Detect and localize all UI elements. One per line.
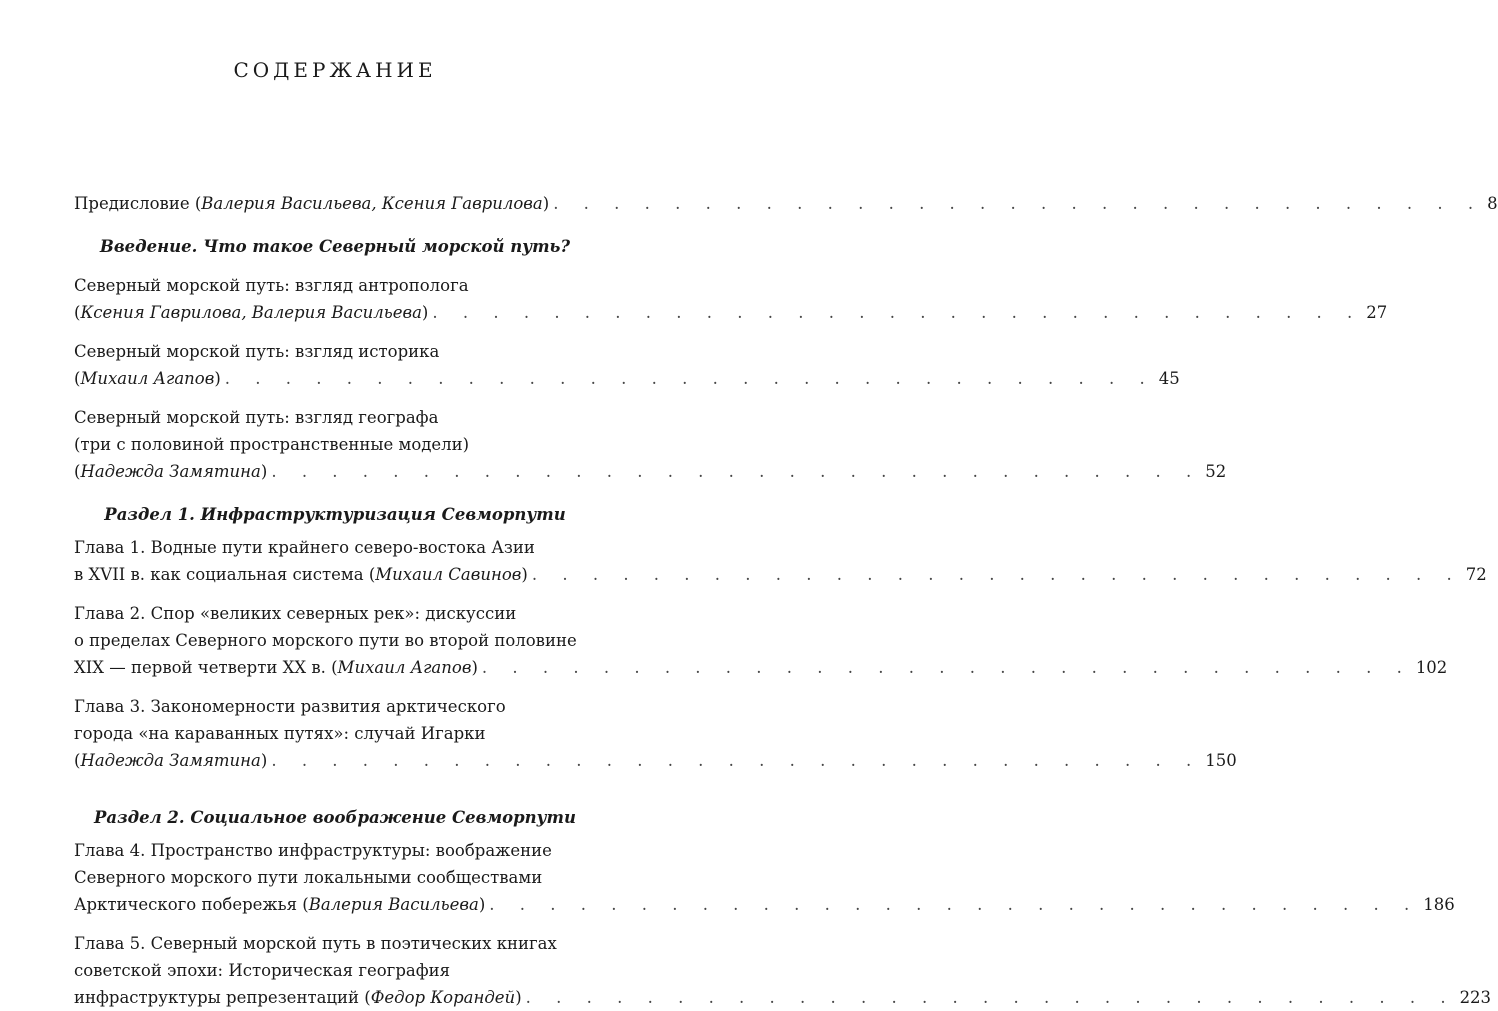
page-number: 102 bbox=[1415, 658, 1448, 677]
entry-title: Северный морской путь: взгляд географа bbox=[74, 408, 439, 427]
entry-title-continued: Северного морского пути локальными сообществами bbox=[74, 868, 543, 887]
page-number: 72 bbox=[1465, 565, 1487, 584]
entry-title-continued: советской эпохи: Историческая география bbox=[74, 961, 451, 980]
entry-title: Глава 1. Водные пути крайнего северо-востока Азии bbox=[74, 538, 535, 557]
entry-authors: Ксения Гаврилова, Валерия Васильева bbox=[80, 303, 422, 322]
page-number: 150 bbox=[1205, 751, 1237, 770]
entry-title: Предисловие ( bbox=[74, 194, 202, 213]
page-title: СОДЕРЖАНИЕ bbox=[233, 58, 437, 82]
entry-title-continued: (три с половиной пространственные модели) bbox=[74, 435, 470, 454]
toc-entry[interactable]: Глава 4. Пространство инфраструктуры: воображение Северного морского пути локальными сообществами Арктического побережья (Валерия Васильева) . . . . . . . . . . . . . . . . . . . . . . . . . . . . . . . 186 bbox=[74, 837, 596, 918]
page-number: 223 bbox=[1459, 988, 1492, 1007]
entry-authors: Надежда Замятина bbox=[80, 462, 261, 481]
entry-title: Глава 5. Северный морской путь в поэтических книгах bbox=[74, 934, 557, 953]
entry-authors: Валерия Васильева bbox=[308, 895, 479, 914]
toc-entry[interactable]: Северный морской путь: взгляд антрополога (Ксения Гаврилова, Валерия Васильева) . . . . . . . . . . . . . . . . . . . . . . . . . . . . . . . 27 bbox=[74, 272, 596, 326]
entry-title-continued: города «на караванных путях»: случай Игарки bbox=[74, 724, 486, 743]
toc-entry[interactable]: Глава 3. Закономерности развития арктического города «на караванных путях»: случай Игарки (Надежда Замятина) . . . . . . . . . . . . . . . . . . . . . . . . . . . . . . . 150 bbox=[74, 693, 596, 774]
dot-leader: . . . . . . . . . . . . . . . . . . . . . . . . . . . . . . . bbox=[271, 462, 1202, 481]
section-heading-intro: Введение. Что такое Северный морской путь? bbox=[99, 237, 571, 256]
page-number: 27 bbox=[1366, 303, 1388, 322]
entry-title: Северный морской путь: взгляд антрополога bbox=[74, 276, 469, 295]
entry-title: Глава 4. Пространство инфраструктуры: воображение bbox=[74, 841, 552, 860]
entry-authors: Надежда Замятина bbox=[80, 751, 261, 770]
page-number: 186 bbox=[1423, 895, 1455, 914]
page-number: 45 bbox=[1158, 369, 1180, 388]
entry-title: Глава 3. Закономерности развития арктического bbox=[74, 697, 506, 716]
entry-authors: Михаил Агапов bbox=[337, 658, 472, 677]
dot-leader: . . . . . . . . . . . . . . . . . . . . . . . . . . . . . . . bbox=[553, 194, 1484, 213]
toc-entry[interactable]: Северный морской путь: взгляд историка (Михаил Агапов) . . . . . . . . . . . . . . . . . . . . . . . . . . . . . . . 45 bbox=[74, 338, 596, 392]
table-of-contents bbox=[74, 190, 1498, 1011]
entry-authors: Михаил Савинов bbox=[375, 565, 522, 584]
section-heading-1: Раздел 1. Инфраструктуризация Севморпути bbox=[104, 505, 566, 524]
dot-leader: . . . . . . . . . . . . . . . . . . . . . . . . . . . . . . . bbox=[271, 751, 1202, 770]
dot-leader: . . . . . . . . . . . . . . . . . . . . . . . . . . . . . . . bbox=[224, 369, 1155, 388]
page-number: 52 bbox=[1205, 462, 1227, 481]
entry-title: Северный морской путь: взгляд историка bbox=[74, 342, 440, 361]
entry-authors: Михаил Агапов bbox=[80, 369, 215, 388]
dot-leader: . . . . . . . . . . . . . . . . . . . . . . . . . . . . . . . bbox=[432, 303, 1363, 322]
entry-authors: Валерия Васильева, Ксения Гаврилова bbox=[201, 194, 543, 213]
entry-authors: Федор Корандей bbox=[370, 988, 516, 1007]
dot-leader: . . . . . . . . . . . . . . . . . . . . . . . . . . . . . . . bbox=[525, 988, 1456, 1007]
toc-entry[interactable]: Глава 1. Водные пути крайнего северо-востока Азии в XVII в. как социальная система (Михаил Савинов) . . . . . . . . . . . . . . . . . . . . . . . . . . . . . . . 72 bbox=[74, 534, 596, 588]
section-heading-2: Раздел 2. Социальное воображение Севморпути bbox=[93, 808, 577, 827]
dot-leader: . . . . . . . . . . . . . . . . . . . . . . . . . . . . . . . bbox=[531, 565, 1462, 584]
dot-leader: . . . . . . . . . . . . . . . . . . . . . . . . . . . . . . . bbox=[481, 658, 1412, 677]
toc-entry[interactable]: Глава 2. Спор «великих северных рек»: дискуссии о пределах Северного морского пути во второй половине XIX — первой четверти XX в. (Михаил Агапов) . . . . . . . . . . . . . . . . . . . . . . . . . . . . . . . 102 bbox=[74, 600, 596, 681]
toc-entry[interactable]: Глава 5. Северный морской путь в поэтических книгах советской эпохи: Историческая география инфраструктуры репрезентаций (Федор Корандей) . . . . . . . . . . . . . . . . . . . . . . . . . . . . . . . 223 bbox=[74, 930, 596, 1011]
entry-title: Глава 2. Спор «великих северных рек»: дискуссии bbox=[74, 604, 517, 623]
entry-title-continued: о пределах Северного морского пути во второй половине bbox=[74, 631, 577, 650]
dot-leader: . . . . . . . . . . . . . . . . . . . . . . . . . . . . . . . bbox=[489, 895, 1420, 914]
toc-entry[interactable]: Северный морской путь: взгляд географа (три с половиной пространственные модели) (Надежда Замятина) . . . . . . . . . . . . . . . . . . . . . . . . . . . . . . . 52 bbox=[74, 404, 596, 485]
page-number: 8 bbox=[1487, 194, 1498, 213]
toc-entry-preface[interactable]: Предисловие (Валерия Васильева, Ксения Гаврилова) . . . . . . . . . . . . . . . . . . . . . . . . . . . . . . . 8 bbox=[74, 190, 596, 217]
